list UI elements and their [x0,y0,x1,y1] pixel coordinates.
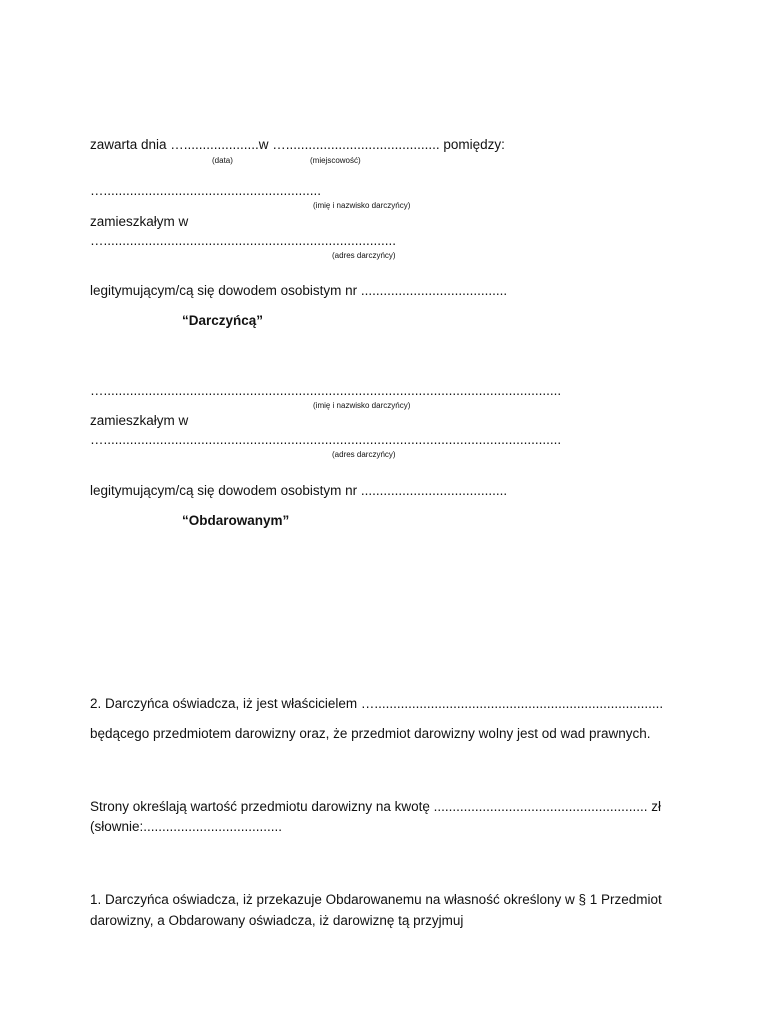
donee-address-line: ….......................................................................................................................... [90,432,562,447]
ownership-clause: 2. Darczyńca oświadcza, iż jest właścicielem …............................................................................. [90,696,664,711]
value-clause: Strony określają wartość przedmiotu darowizny na kwotę ......................................................... zł [90,799,661,814]
donor-name-line: ….......................................................... [90,183,322,198]
donor-role-label: “Darczyńcą” [182,313,264,328]
date-hint: (data) [212,156,233,165]
donee-name-line: ….......................................................................................................................... [90,383,562,398]
value-in-words-line: (słownie:..................................... [90,819,283,834]
subject-clause: będącego przedmiotem darowizny oraz, że przedmiot darowizny wolny jest od wad prawnych. [90,726,651,741]
donee-residence-label: zamieszkałym w [90,413,189,428]
donee-name-hint: (imię i nazwisko darczyńcy) [313,401,411,410]
donee-id-line: legitymującym/cą się dowodem osobistym nr ....................................... [90,483,508,498]
place-hint: (miejscowość) [310,156,361,165]
donor-address-line: ….............................................................................. [90,233,397,248]
donor-name-hint: (imię i nazwisko darczyńcy) [313,201,411,210]
contract-date-line: zawarta dnia …....................w …......................................... pomiędzy: [90,137,505,152]
donor-address-hint: (adres darczyńcy) [332,251,396,260]
donor-residence-label: zamieszkałym w [90,214,189,229]
donee-address-hint: (adres darczyńcy) [332,450,396,459]
transfer-clause-line-1: 1. Darczyńca oświadcza, iż przekazuje Obdarowanemu na własność określony w § 1 Przedmiot [90,892,662,907]
donor-id-line: legitymującym/cą się dowodem osobistym nr ....................................... [90,283,508,298]
donee-role-label: “Obdarowanym” [182,513,290,528]
transfer-clause-line-2: darowizny, a Obdarowany oświadcza, iż darowiznę tą przyjmuj [90,913,464,928]
